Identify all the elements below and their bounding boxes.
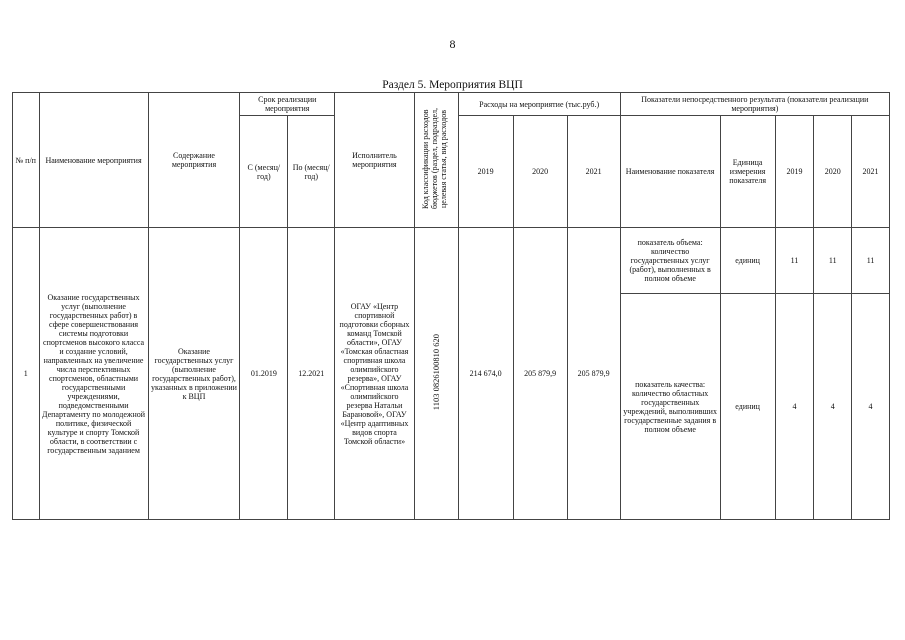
header-indicator-year-2019: 2019 [775, 116, 814, 228]
row-period-from: 01.2019 [240, 228, 288, 520]
header-indicator-name: Наименование показателя [620, 116, 720, 228]
header-num: № п/п [13, 93, 40, 228]
section-title: Раздел 5. Мероприятия ВЦП [382, 79, 523, 91]
indicator-volume-2020: 11 [814, 228, 852, 294]
header-period-from: С (месяц/ год) [240, 116, 288, 228]
header-content: Содержание мероприятия [148, 93, 240, 228]
row-expense-2020: 205 879,9 [513, 228, 567, 520]
activities-table [12, 92, 890, 520]
header-indicators: Показатели непосредственного результата (показатели реализации мероприятия) [620, 93, 889, 116]
row-period-to: 12.2021 [288, 228, 335, 520]
header-name: Наименование мероприятия [39, 93, 148, 228]
header-indicator-year-2021: 2021 [852, 116, 890, 228]
budget-code-header-text: Код классификации расходов бюджетов (раздел, подраздел, целевая статья, вид расходов [421, 108, 449, 210]
row-num: 1 [13, 228, 40, 520]
header-unit: Единица измерения показателя [720, 116, 775, 228]
header-expenses: Расходы на мероприятие (тыс.руб.) [458, 93, 620, 116]
header-indicator-year-2020: 2020 [814, 116, 852, 228]
indicator-volume-2019: 11 [775, 228, 814, 294]
indicator-volume-name: показатель объема: количество государственных услуг (работ), выполненных в полном объеме [620, 228, 720, 294]
header-period-to: По (месяц/ год) [288, 116, 335, 228]
indicator-quality-2019: 4 [775, 294, 814, 520]
row-expense-2019: 214 674,0 [458, 228, 513, 520]
indicator-quality-2021: 4 [852, 294, 890, 520]
page-number: 8 [449, 37, 456, 51]
row-content: Оказание государственных услуг (выполнение государственных работ), указанных в приложении к ВЦП [148, 228, 240, 520]
header-expense-year-2019: 2019 [458, 116, 513, 228]
row-budget-code-text: 1103 0826100810 620 [430, 334, 441, 411]
indicator-quality-2020: 4 [814, 294, 852, 520]
indicator-volume-unit: единиц [720, 228, 775, 294]
row-expense-2021: 205 879,9 [567, 228, 620, 520]
header-executor: Исполнитель мероприятия [335, 93, 415, 228]
header-expense-year-2021: 2021 [567, 116, 620, 228]
header-period: Срок реализации мероприятия [240, 93, 335, 116]
row-budget-code [414, 228, 458, 520]
indicator-quality-unit: единиц [720, 294, 775, 520]
indicator-quality-name: показатель качества: количество областных государственных учреждений, выполнивших государственные задания в полном объеме [620, 294, 720, 520]
indicator-volume-2021: 11 [852, 228, 890, 294]
row-executor: ОГАУ «Центр спортивной подготовки сборных команд Томской области», ОГАУ «Томская областная спортивная школа олимпийского резерва», ОГАУ «Спортивная школа олимпийского резерва Натальи Барановой», ОГАУ «Центр адаптивных видов спорта Томской области» [335, 228, 415, 520]
header-budget-code [414, 93, 458, 228]
row-name: Оказание государственных услуг (выполнение государственных работ) в сфере совершенствования системы подготовки спортсменов высокого класса и создание условий, направленных на увеличение числа перспективных спортсменов, областными государственными учреждениями, подведомственными Департаменту по молодежной политике, физической культуре и спорту Томской области, в соответствии с государственным заданием [39, 228, 148, 520]
header-expense-year-2020: 2020 [513, 116, 567, 228]
